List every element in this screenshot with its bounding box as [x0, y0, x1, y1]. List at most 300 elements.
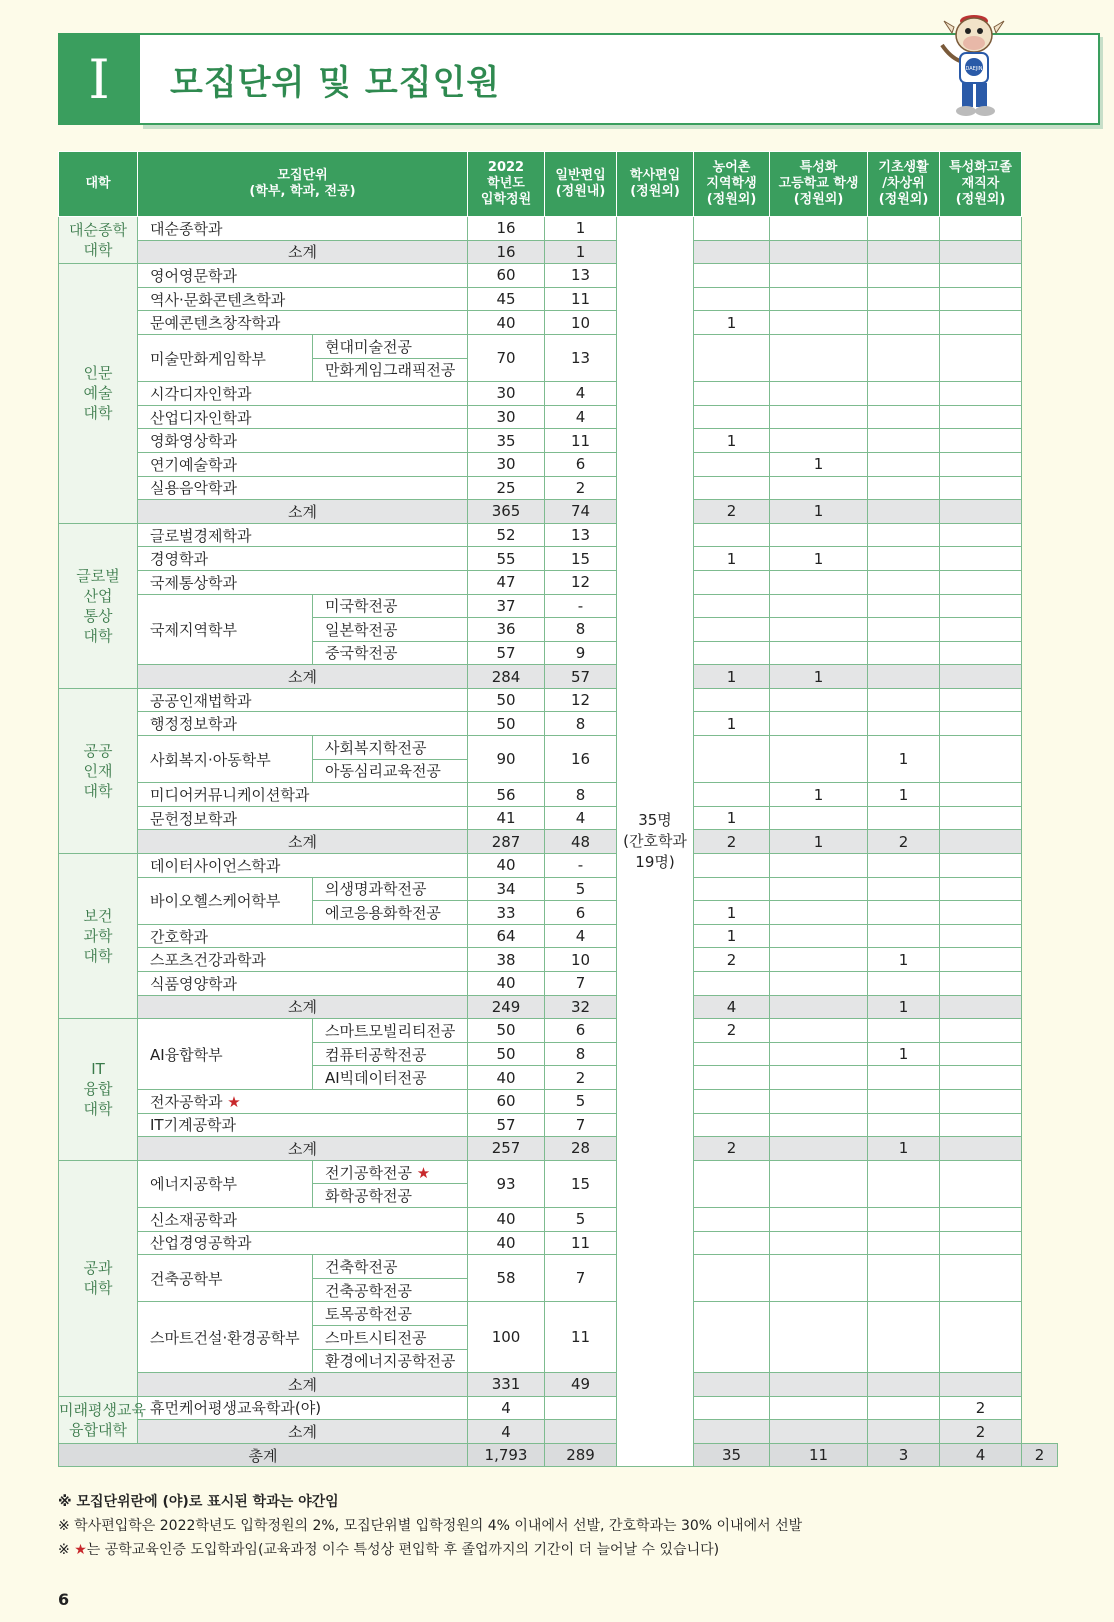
worker-cell — [940, 1042, 1022, 1066]
special-cell — [770, 405, 868, 429]
welfare-cell — [868, 594, 940, 618]
table-row — [59, 1113, 1058, 1137]
quota-cell: 16 — [468, 217, 545, 241]
major-cell: 건축공학전공 — [313, 1278, 468, 1302]
col-unit: 모집단위 (학부, 학과, 전공) — [138, 152, 468, 217]
welfare-cell — [868, 1089, 940, 1113]
college-cell: 공공 인재 대학 — [59, 688, 138, 853]
worker-cell — [940, 1207, 1022, 1231]
unit-cell: 산업경영공학과 — [138, 1231, 468, 1255]
quota-cell: 57 — [468, 1113, 545, 1137]
general-cell: 4 — [545, 924, 617, 948]
welfare-cell — [868, 1373, 940, 1397]
general-cell — [545, 1420, 617, 1444]
quota-cell: 1,793 — [468, 1443, 545, 1467]
rural-cell: 1 — [694, 311, 770, 335]
general-cell: 11 — [545, 429, 617, 453]
rural-cell: 4 — [694, 995, 770, 1019]
welfare-cell: 1 — [868, 736, 940, 783]
worker-cell — [940, 1066, 1022, 1090]
quota-cell: 287 — [468, 830, 545, 854]
special-cell — [770, 287, 868, 311]
major-cell: 컴퓨터공학전공 — [313, 1042, 468, 1066]
welfare-cell — [868, 806, 940, 830]
welfare-cell — [868, 877, 940, 901]
general-cell: 8 — [545, 1042, 617, 1066]
special-cell — [770, 712, 868, 736]
quota-cell: 36 — [468, 618, 545, 642]
table-row — [59, 429, 1058, 453]
worker-cell — [940, 712, 1022, 736]
unit-cell: 국제통상학과 — [138, 570, 468, 594]
worker-cell — [940, 405, 1022, 429]
rural-cell — [694, 972, 770, 996]
rural-cell — [694, 783, 770, 807]
general-cell: 2 — [545, 476, 617, 500]
welfare-cell — [868, 1396, 940, 1420]
worker-cell — [940, 877, 1022, 901]
subtotal-label: 소계 — [138, 995, 468, 1019]
worker-cell — [940, 1113, 1022, 1137]
rural-cell — [694, 1042, 770, 1066]
special-cell — [770, 972, 868, 996]
rural-cell — [694, 854, 770, 878]
total-label: 총계 — [59, 1443, 468, 1467]
worker-cell — [940, 287, 1022, 311]
quota-cell: 57 — [468, 641, 545, 665]
footnotes — [58, 1490, 802, 1562]
star-icon: ★ — [74, 1542, 87, 1558]
special-cell — [770, 736, 868, 783]
special-cell — [770, 806, 868, 830]
quota-cell: 4 — [468, 1396, 545, 1420]
rural-cell: 1 — [694, 665, 770, 689]
worker-cell — [940, 452, 1022, 476]
page-number: 6 — [58, 1590, 70, 1609]
rural-cell — [694, 1396, 770, 1420]
quota-cell: 56 — [468, 783, 545, 807]
welfare-cell — [868, 1066, 940, 1090]
col-welfare: 기초생활 /차상위 (정원외) — [868, 152, 940, 217]
unit-cell: 에너지공학부 — [138, 1160, 313, 1207]
welfare-cell: 2 — [868, 830, 940, 854]
special-cell: 1 — [770, 830, 868, 854]
quota-cell: 40 — [468, 1066, 545, 1090]
college-cell: 대순종학 대학 — [59, 217, 138, 264]
rural-cell — [694, 1066, 770, 1090]
major-cell: 건축학전공 — [313, 1255, 468, 1279]
worker-cell — [940, 783, 1022, 807]
welfare-cell — [868, 287, 940, 311]
quota-cell: 331 — [468, 1373, 545, 1397]
unit-cell: 산업디자인학과 — [138, 405, 468, 429]
general-cell: 13 — [545, 334, 617, 381]
mascot-icon — [940, 5, 1018, 119]
quota-cell: 40 — [468, 972, 545, 996]
worker-cell — [940, 1019, 1022, 1043]
major-cell: 에코응용화학전공 — [313, 901, 468, 925]
subtotal-row — [59, 1373, 1058, 1397]
quota-cell: 30 — [468, 452, 545, 476]
general-cell: 13 — [545, 264, 617, 288]
quota-cell: 40 — [468, 311, 545, 335]
rural-cell — [694, 1207, 770, 1231]
unit-cell: 미디어커뮤니케이션학과 — [138, 783, 468, 807]
general-cell — [545, 1396, 617, 1420]
quota-cell: 90 — [468, 736, 545, 783]
quota-cell: 365 — [468, 500, 545, 524]
unit-cell: AI융합학부 — [138, 1019, 313, 1090]
unit-cell: 시각디자인학과 — [138, 382, 468, 406]
unit-cell: 식품영양학과 — [138, 972, 468, 996]
rural-cell — [694, 217, 770, 241]
table-row — [59, 1231, 1058, 1255]
quota-cell: 55 — [468, 547, 545, 571]
section-header — [58, 33, 1042, 125]
quota-cell: 45 — [468, 287, 545, 311]
page-title: 모집단위 및 모집인원 — [170, 63, 501, 103]
table-row — [59, 382, 1058, 406]
general-cell: 4 — [545, 405, 617, 429]
special-cell — [770, 240, 868, 264]
unit-cell: 바이오헬스케어학부 — [138, 877, 313, 924]
welfare-cell — [868, 523, 940, 547]
special-cell — [770, 1089, 868, 1113]
special-cell: 1 — [770, 665, 868, 689]
worker-cell — [940, 641, 1022, 665]
rural-cell: 2 — [694, 948, 770, 972]
special-cell — [770, 476, 868, 500]
unit-cell: 휴먼케어평생교육학과(야) — [138, 1396, 468, 1420]
worker-cell: 2 — [1022, 1443, 1058, 1467]
major-cell: 사회복지학전공 — [313, 736, 468, 760]
table-row — [59, 877, 1058, 901]
subtotal-row — [59, 240, 1058, 264]
rural-cell: 1 — [694, 429, 770, 453]
col-general: 일반편입 (정원내) — [545, 152, 617, 217]
general-cell: - — [545, 854, 617, 878]
general-cell: 15 — [545, 547, 617, 571]
table-row — [59, 1089, 1058, 1113]
table-row — [59, 1019, 1058, 1043]
special-cell — [770, 311, 868, 335]
college-cell: 미래평생교육 융합대학 — [59, 1396, 138, 1443]
unit-cell: 사회복지·아동학부 — [138, 736, 313, 783]
special-cell — [770, 570, 868, 594]
welfare-cell — [868, 924, 940, 948]
worker-cell — [940, 334, 1022, 381]
quota-cell: 40 — [468, 854, 545, 878]
general-cell: 11 — [545, 287, 617, 311]
col-bachelor: 학사편입 (정원외) — [617, 152, 694, 217]
rural-cell — [694, 641, 770, 665]
major-cell: 스마트시티전공 — [313, 1325, 468, 1349]
table-row — [59, 1160, 1058, 1184]
subtotal-row — [59, 500, 1058, 524]
general-cell: 49 — [545, 1373, 617, 1397]
welfare-cell — [868, 972, 940, 996]
rural-cell: 2 — [694, 1137, 770, 1161]
bachelor-cell: 35 — [694, 1443, 770, 1467]
general-cell: 8 — [545, 712, 617, 736]
rural-cell — [694, 618, 770, 642]
table-row — [59, 523, 1058, 547]
special-cell — [770, 641, 868, 665]
special-cell — [770, 618, 868, 642]
unit-cell: 건축공학부 — [138, 1255, 313, 1302]
rural-cell — [694, 523, 770, 547]
major-cell: 스마트모빌리티전공 — [313, 1019, 468, 1043]
major-cell: 일본학전공 — [313, 618, 468, 642]
general-cell: 6 — [545, 1019, 617, 1043]
worker-cell — [940, 523, 1022, 547]
general-cell: 28 — [545, 1137, 617, 1161]
quota-cell: 60 — [468, 264, 545, 288]
rural-cell — [694, 1160, 770, 1207]
special-cell — [770, 854, 868, 878]
quota-cell: 33 — [468, 901, 545, 925]
subtotal-row — [59, 1137, 1058, 1161]
subtotal-row — [59, 995, 1058, 1019]
subtotal-row — [59, 665, 1058, 689]
welfare-cell: 1 — [868, 1137, 940, 1161]
worker-cell — [940, 1089, 1022, 1113]
special-cell: 1 — [770, 783, 868, 807]
welfare-cell — [868, 1420, 940, 1444]
quota-cell: 249 — [468, 995, 545, 1019]
footnote-star: ※ ★는 공학교육인증 도입학과임(교육과정 이수 특성상 편입학 후 졸업까지의 기간이 더 늘어날 수 있습니다) — [58, 1542, 720, 1558]
general-cell: 7 — [545, 1255, 617, 1302]
table-row — [59, 924, 1058, 948]
welfare-cell — [868, 712, 940, 736]
welfare-cell — [868, 1160, 940, 1207]
table-row — [59, 217, 1058, 241]
major-cell: 만화게임그래픽전공 — [313, 358, 468, 382]
general-cell: 6 — [545, 901, 617, 925]
general-cell: 4 — [545, 382, 617, 406]
special-cell — [770, 217, 868, 241]
worker-cell — [940, 806, 1022, 830]
quota-cell: 70 — [468, 334, 545, 381]
table-row — [59, 547, 1058, 571]
subtotal-label: 소계 — [138, 1373, 468, 1397]
quota-cell: 30 — [468, 405, 545, 429]
major-cell: 토목공학전공 — [313, 1302, 468, 1326]
table-row — [59, 570, 1058, 594]
worker-cell — [940, 854, 1022, 878]
general-cell: 12 — [545, 688, 617, 712]
worker-cell — [940, 217, 1022, 241]
rural-cell — [694, 1420, 770, 1444]
table-row — [59, 712, 1058, 736]
worker-cell: 2 — [940, 1420, 1022, 1444]
worker-cell — [940, 594, 1022, 618]
table-header — [59, 152, 1058, 217]
unit-cell: 스포츠건강과학과 — [138, 948, 468, 972]
general-cell: 10 — [545, 311, 617, 335]
welfare-cell — [868, 547, 940, 571]
college-cell: 글로벌 산업 통상 대학 — [59, 523, 138, 688]
welfare-cell: 1 — [868, 783, 940, 807]
general-cell: 5 — [545, 877, 617, 901]
unit-cell: 대순종학과 — [138, 217, 468, 241]
special-cell — [770, 924, 868, 948]
table-row — [59, 1396, 1058, 1420]
special-cell: 3 — [868, 1443, 940, 1467]
college-cell: 보건 과학 대학 — [59, 854, 138, 1019]
quota-cell: 50 — [468, 712, 545, 736]
col-quota: 2022 학년도 입학정원 — [468, 152, 545, 217]
major-cell: 미국학전공 — [313, 594, 468, 618]
rural-cell — [694, 1089, 770, 1113]
worker-cell — [940, 264, 1022, 288]
col-special: 특성화 고등학교 학생 (정원외) — [770, 152, 868, 217]
unit-cell: 글로벌경제학과 — [138, 523, 468, 547]
quota-cell: 41 — [468, 806, 545, 830]
major-cell: 의생명과학전공 — [313, 877, 468, 901]
table-row — [59, 1207, 1058, 1231]
worker-cell — [940, 1231, 1022, 1255]
worker-cell — [940, 688, 1022, 712]
recruitment-table — [58, 151, 1058, 1467]
worker-cell — [940, 995, 1022, 1019]
special-cell — [770, 1066, 868, 1090]
special-cell — [770, 264, 868, 288]
worker-cell — [940, 924, 1022, 948]
subtotal-label: 소계 — [138, 1137, 468, 1161]
worker-cell — [940, 1137, 1022, 1161]
quota-cell: 16 — [468, 240, 545, 264]
general-cell: 1 — [545, 217, 617, 241]
general-cell: 289 — [545, 1443, 617, 1467]
special-cell — [770, 1255, 868, 1302]
svg-text:DAEJIN: DAEJIN — [965, 66, 983, 72]
special-cell — [770, 901, 868, 925]
table-row — [59, 476, 1058, 500]
special-cell — [770, 523, 868, 547]
table-row — [59, 311, 1058, 335]
special-cell — [770, 1207, 868, 1231]
unit-cell: 전자공학과 ★ — [138, 1089, 468, 1113]
welfare-cell — [868, 618, 940, 642]
special-cell: 1 — [770, 547, 868, 571]
special-cell — [770, 1373, 868, 1397]
welfare-cell — [868, 217, 940, 241]
special-cell — [770, 995, 868, 1019]
general-cell: 13 — [545, 523, 617, 547]
rural-cell: 2 — [694, 830, 770, 854]
welfare-cell — [868, 1255, 940, 1302]
worker-cell — [940, 311, 1022, 335]
table-row — [59, 948, 1058, 972]
quota-cell: 52 — [468, 523, 545, 547]
welfare-cell — [868, 476, 940, 500]
unit-cell: 실용음악학과 — [138, 476, 468, 500]
rural-cell: 2 — [694, 1019, 770, 1043]
special-cell — [770, 1302, 868, 1373]
quota-cell: 64 — [468, 924, 545, 948]
general-cell: 74 — [545, 500, 617, 524]
worker-cell — [940, 570, 1022, 594]
table-row — [59, 334, 1058, 358]
general-cell: 15 — [545, 1160, 617, 1207]
quota-cell: 60 — [468, 1089, 545, 1113]
footnote-bachelor: ※ 학사편입학은 2022학년도 입학정원의 2%, 모집단위별 입학정원의 4% 이내에서 선발, 간호학과는 30% 이내에서 선발 — [58, 1518, 803, 1534]
rural-cell — [694, 1113, 770, 1137]
worker-cell — [940, 948, 1022, 972]
college-cell: 인문 예술 대학 — [59, 264, 138, 524]
table-row — [59, 783, 1058, 807]
section-number: I — [58, 33, 140, 125]
table-row — [59, 1302, 1058, 1326]
star-icon: ★ — [416, 1163, 431, 1182]
rural-cell — [694, 594, 770, 618]
welfare-cell — [868, 688, 940, 712]
welfare-cell — [868, 641, 940, 665]
subtotal-row — [59, 830, 1058, 854]
welfare-cell — [868, 382, 940, 406]
general-cell: 6 — [545, 452, 617, 476]
unit-cell: 간호학과 — [138, 924, 468, 948]
general-cell: 8 — [545, 783, 617, 807]
general-cell: 4 — [545, 806, 617, 830]
rural-cell: 11 — [770, 1443, 868, 1467]
rural-cell — [694, 287, 770, 311]
rural-cell: 1 — [694, 924, 770, 948]
general-cell: 7 — [545, 972, 617, 996]
general-cell: 1 — [545, 240, 617, 264]
total-row — [59, 1443, 1058, 1467]
rural-cell — [694, 1231, 770, 1255]
quota-cell: 25 — [468, 476, 545, 500]
welfare-cell — [868, 240, 940, 264]
special-cell — [770, 877, 868, 901]
worker-cell — [940, 382, 1022, 406]
unit-cell: 영화영상학과 — [138, 429, 468, 453]
major-cell: 전기공학전공 ★ — [313, 1160, 468, 1184]
general-cell: 5 — [545, 1089, 617, 1113]
special-cell — [770, 1019, 868, 1043]
quota-cell: 40 — [468, 1207, 545, 1231]
table-row — [59, 736, 1058, 760]
welfare-cell — [868, 264, 940, 288]
quota-cell: 93 — [468, 1160, 545, 1207]
unit-cell: 데이터사이언스학과 — [138, 854, 468, 878]
worker-cell — [940, 901, 1022, 925]
special-cell — [770, 382, 868, 406]
worker-cell — [940, 429, 1022, 453]
major-cell: 현대미술전공 — [313, 334, 468, 358]
general-cell: 57 — [545, 665, 617, 689]
general-cell: 7 — [545, 1113, 617, 1137]
quota-cell: 58 — [468, 1255, 545, 1302]
rural-cell — [694, 240, 770, 264]
general-cell: 5 — [545, 1207, 617, 1231]
unit-cell: 국제지역학부 — [138, 594, 313, 665]
table-row — [59, 806, 1058, 830]
unit-cell: 경영학과 — [138, 547, 468, 571]
welfare-cell: 1 — [868, 1042, 940, 1066]
quota-cell: 35 — [468, 429, 545, 453]
rural-cell — [694, 688, 770, 712]
rural-cell — [694, 570, 770, 594]
special-cell — [770, 1396, 868, 1420]
college-cell: IT 융합 대학 — [59, 1019, 138, 1161]
rural-cell — [694, 476, 770, 500]
general-cell: 8 — [545, 618, 617, 642]
rural-cell — [694, 877, 770, 901]
welfare-cell — [868, 1019, 940, 1043]
